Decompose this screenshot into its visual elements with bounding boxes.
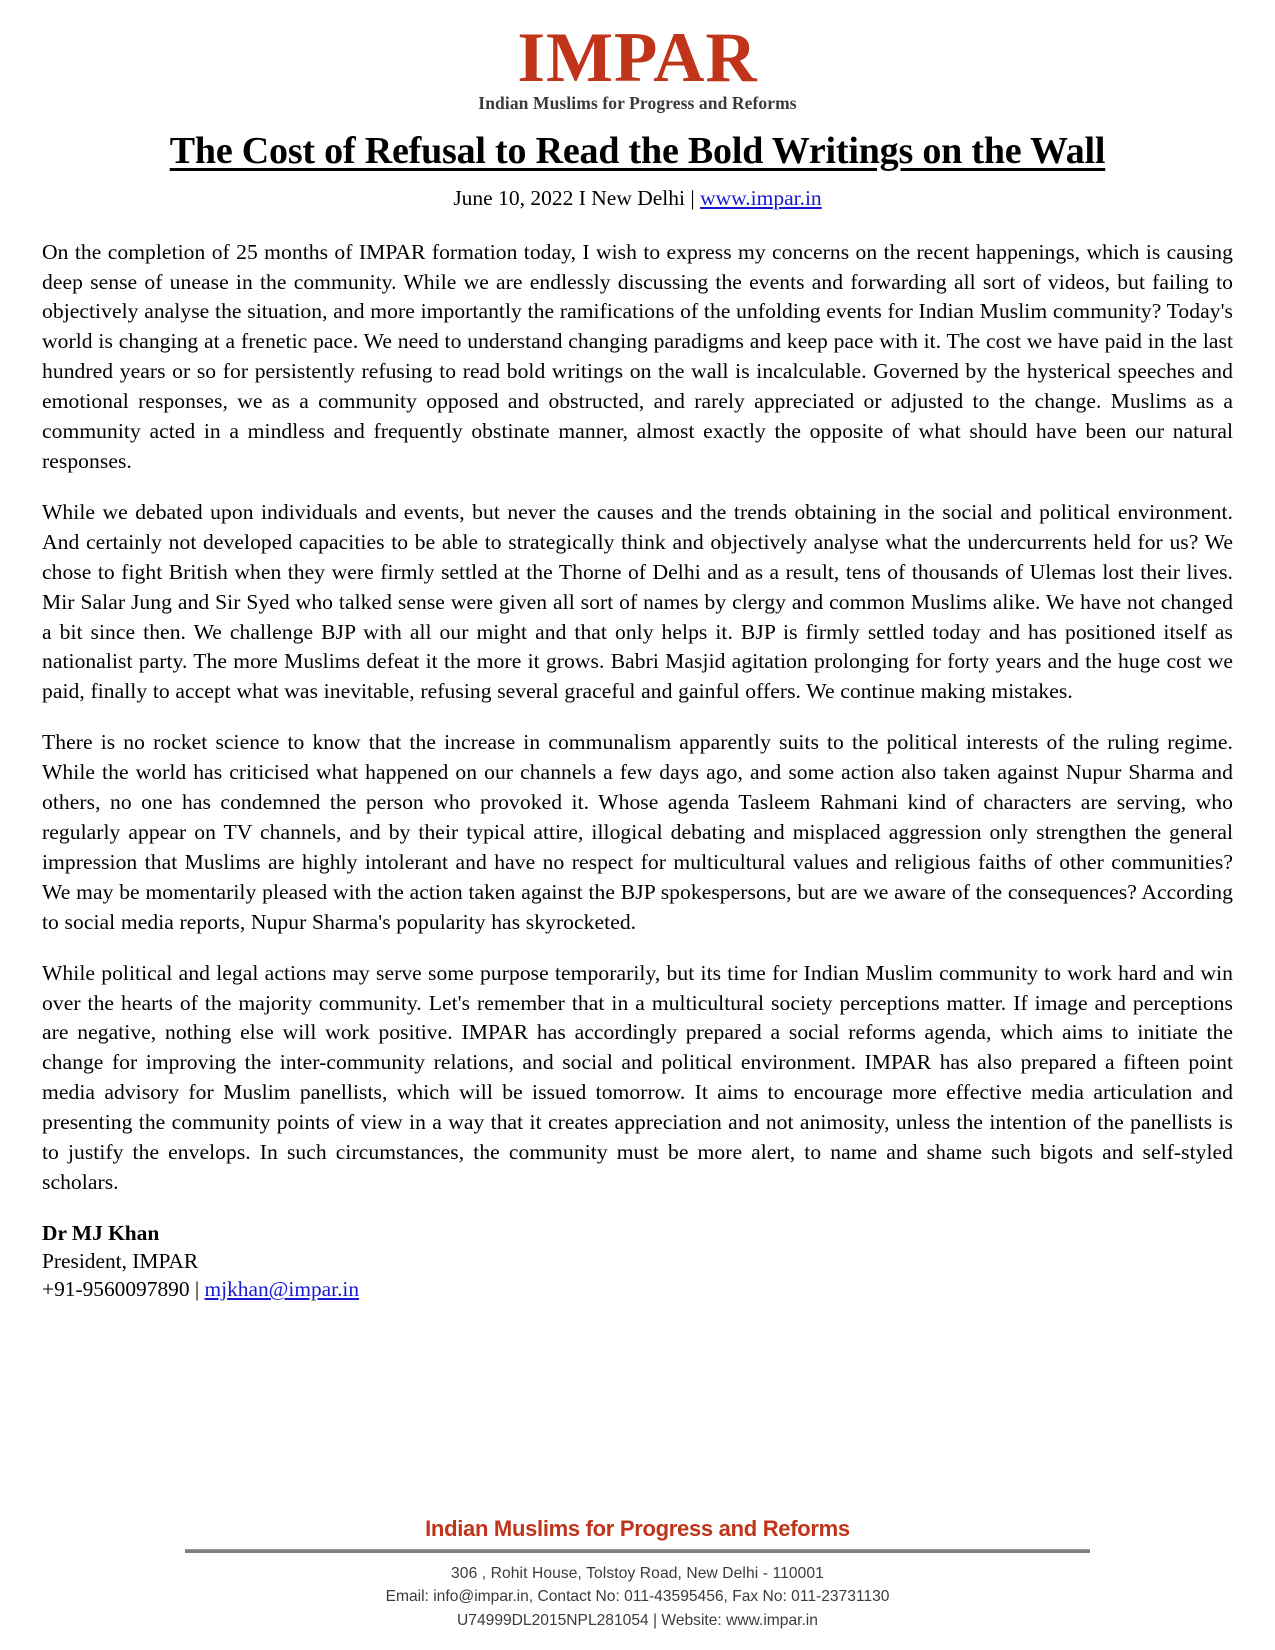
website-link[interactable]: www.impar.in [700, 185, 822, 210]
paragraph-2: While we debated upon individuals and events, but never the causes and the trends obtaining in the social and political environment. And certainly not developed capacities to be able to strategically think and objectively analyse what the undercurrents held for us? We chose to fight British when they were firmly settled at the Thorne of Delhi and as a result, tens of thousands of Ulemas lost their lives. Mir Salar Jung and Sir Syed who talked sense were given all sort of names by clergy and common Muslims alike. We have not changed a bit since then. We challenge BJP with all our might and that only helps it. BJP is firmly settled today and has positioned itself as nationalist party. The more Muslims defeat it the more it grows. Babri Masjid agitation prolonging for forty years and the huge cost we paid, finally to accept what was inevitable, refusing several graceful and gainful offers. We continue making mistakes. [42, 499, 1233, 704]
footer-org-name: Indian Muslims for Progress and Reforms [425, 1515, 850, 1541]
paragraph-3: There is no rocket science to know that the increase in communalism apparently suits to the political interests of the ruling regime. While the world has criticised what happened on our channels a few days ago, and some action also taken against Nupur Sharma and others, no one has condemned the person who provoked it. Whose agenda Tasleem Rahmani kind of characters are serving, who regularly appear on TV channels, and by their typical attire, illogical debating and misplaced aggression only strengthen the general impression that Muslims are highly intolerant and have no respect for multicultural values and religious faiths of other communities? We may be momentarily pleased with the action taken against the BJP spokespersons, but are we aware of the consequences? According to social media reports, Nupur Sharma's popularity has skyrocketed. [42, 730, 1233, 934]
article-body [42, 238, 1233, 1198]
impar-logo-text: IMPAR [517, 19, 758, 97]
email-link[interactable]: mjkhan@impar.in [204, 1277, 360, 1302]
impar-logo-tagline: Indian Muslims for Progress and Reforms [478, 93, 797, 114]
signature-name: Dr MJ Khan [42, 1220, 160, 1245]
page-title: The Cost of Refusal to Read the Bold Writings on the Wall [169, 130, 1106, 173]
page-footer [0, 1516, 1275, 1632]
paragraph-4: While political and legal actions may serve some purpose temporarily, but its time for Indian Muslim community to work hard and win over the hearts of the majority community. Let's remember that in a multicultural society perceptions matter. If image and perceptions are negative, nothing else will work positive. IMPAR has accordingly prepared a social reforms agenda, which aims to initiate the change for improving the inter-community relations, and social and political environment. IMPAR has also prepared a fifteen point media advisory for Muslim panellists, which will be issued tomorrow. It aims to encourage more effective media articulation and presenting the community points of view in a way that it creates appreciation and not animosity, unless the intention of the panellists is to justify the envelops. In such circumstances, the community must be more alert, to name and shame such bigots and self-styled scholars. [42, 960, 1233, 1194]
signature-block [42, 1219, 1233, 1304]
dateline [0, 186, 1275, 212]
signature-contact [42, 1275, 1233, 1303]
masthead [0, 0, 1275, 114]
footer-contact: Email: info@impar.in, Contact No: 011-43595456, Fax No: 011-23731130 [385, 1588, 890, 1606]
footer-address: 306 , Rohit House, Tolstoy Road, New Delhi - 110001 [451, 1564, 824, 1582]
signature-role: President, IMPAR [42, 1249, 199, 1274]
dateline-text: June 10, 2022 I New Delhi | [453, 185, 701, 210]
paragraph-1: On the completion of 25 months of IMPAR formation today, I wish to express my concerns on the recent happenings, which is causing deep sense of unease in the community. While we are endlessly discussing the events and forwarding all sort of videos, but failing to objectively analyse the situation, and more importantly the ramifications of the unfolding events for Indian Muslim community? Today's world is changing at a frenetic pace. We need to understand changing paradigms and keep pace with it. The cost we have paid in the last hundred years or so for persistently refusing to read bold writings on the wall is incalculable. Governed by the hysterical speeches and emotional responses, we as a community opposed and obstructed, and rarely appreciated or adjusted to the change. Muslims as a community acted in a mindless and frequently obstinate manner, almost exactly the opposite of what should have been our natural responses. [42, 239, 1233, 473]
footer-registration: U74999DL2015NPL281054 | Website: www.impar.in [457, 1611, 818, 1629]
signature-phone: +91-9560097890 | [42, 1277, 205, 1302]
footer-divider [185, 1549, 1090, 1553]
